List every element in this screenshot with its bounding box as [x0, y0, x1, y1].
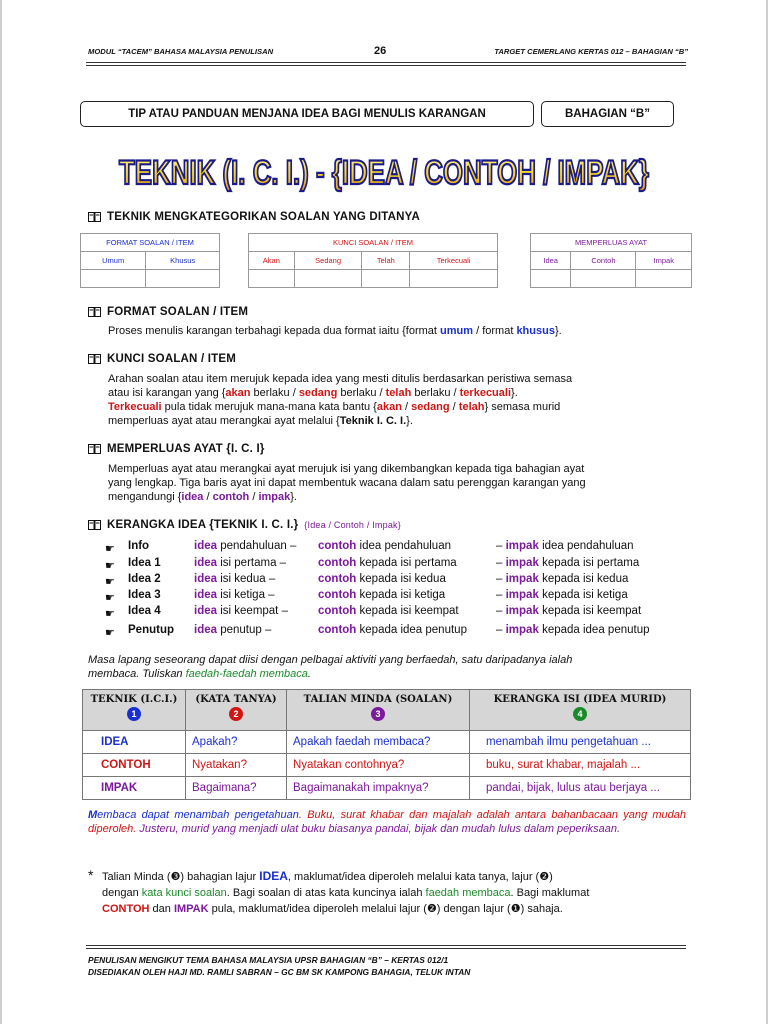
text-line: yang lengkap. Tiga baris ayat ini dapat membentuk wacana dalam satu perenggan karangan yang: [108, 477, 586, 489]
text: isi pertama: [220, 557, 277, 569]
dash: –: [496, 557, 503, 569]
kunci-cell: [249, 270, 295, 288]
footer-rule-1: [86, 945, 686, 946]
section-heading-kategori: [88, 211, 420, 223]
header-left: MODUL “TACEM” BAHASA MALAYSIA PENULISAN: [88, 47, 274, 56]
kunci-col: Telah: [362, 252, 410, 270]
keyword-contoh: contoh: [318, 540, 357, 552]
dash: –: [265, 624, 272, 636]
kerangka-label: Idea 1: [128, 557, 161, 569]
dash: –: [496, 624, 503, 636]
keyword-idea: idea: [181, 491, 204, 503]
kunci-table-title: KUNCI SOALAN / ITEM: [249, 234, 498, 252]
keyword-terkecuali: Terkecuali: [108, 401, 162, 413]
example-question: [88, 653, 686, 681]
kerangka-label: Idea 4: [128, 605, 161, 617]
pointing-hand-icon: ☛: [105, 608, 115, 620]
text: isi kedua: [220, 573, 266, 585]
answer-contoh: bacaan yang mudah diperoleh.: [88, 809, 686, 835]
dash: –: [496, 605, 503, 617]
number-badge: 2: [229, 707, 243, 721]
text: membaca. Tuliskan: [88, 668, 186, 680]
keyword-impak: impak: [505, 624, 539, 636]
kerangka-row: [88, 538, 688, 554]
kerangka-idea: [194, 587, 275, 603]
kerangka-contoh: [318, 555, 457, 571]
text: ): [549, 871, 553, 883]
text: dengan: [102, 887, 142, 899]
kerangka-label: Idea 3: [128, 589, 161, 601]
text: dan: [149, 903, 174, 915]
perluas-col: Contoh: [571, 252, 636, 270]
text-line: [88, 667, 686, 681]
dash: –: [496, 589, 503, 601]
text: kepada isi kedua: [359, 573, 446, 585]
kerangka-row: [88, 603, 688, 619]
text: ) sahaja.: [520, 903, 563, 915]
text: kepada isi ketiga: [359, 589, 446, 601]
header-text: TALIAN MINDA (SOALAN): [303, 694, 453, 705]
text: /: [249, 491, 259, 503]
text: kepada isi keempat: [542, 605, 642, 617]
book-icon: [88, 354, 101, 364]
dash: –: [289, 540, 297, 552]
keyword-sedang: sedang: [298, 387, 338, 399]
keyword-contoh: CONTOH: [102, 903, 150, 915]
text: penutup: [220, 624, 262, 636]
kunci-paragraph: [108, 372, 686, 428]
cell-talian: Apakah faedah membaca?: [287, 731, 470, 754]
text: Proses menulis karangan terbahagi kepada dua format iaitu {format: [108, 325, 441, 337]
perluas-table-title: MEMPERLUAS AYAT: [531, 234, 692, 252]
answer-idea: embaca dapat menambah pengetahuan.: [97, 809, 302, 821]
text-line: [108, 386, 686, 400]
keyword-impak: impak: [505, 540, 539, 552]
kerangka-row: [88, 622, 688, 638]
cell-teknik: IDEA: [83, 731, 186, 754]
keyword-idea: idea: [194, 573, 218, 585]
kerangka-list: [88, 538, 688, 642]
keyword-akan: akan: [376, 401, 402, 413]
number-badge: 1: [127, 707, 141, 721]
text: isi ketiga: [220, 589, 265, 601]
keyword-idea: idea: [194, 624, 218, 636]
text-line: [108, 414, 686, 428]
keyword-impak: IMPAK: [173, 903, 209, 915]
kerangka-label: Idea 2: [128, 573, 161, 585]
cell-isi: pandai, bijak, lulus atau berjaya ...: [470, 777, 691, 800]
kerangka-label: Info: [128, 540, 150, 552]
cell-teknik: IMPAK: [83, 777, 186, 800]
format-table-title: FORMAT SOALAN / ITEM: [81, 234, 220, 252]
kerangka-label: Penutup: [128, 624, 174, 636]
big-title-text: TEKNIK (I. C. I.) - {IDEA / CONTOH / IMPAK}: [119, 154, 649, 192]
text-line: Arahan soalan atau item merujuk kepada idea yang mesti ditulis berdasarkan peristiwa semasa: [108, 373, 573, 385]
table-row: [83, 777, 691, 800]
perluas-paragraph: [108, 462, 686, 504]
cell-isi: menambah ilmu pengetahuan ...: [470, 731, 691, 754]
kerangka-contoh: [318, 538, 451, 554]
kerangka-impak: [496, 555, 639, 571]
note-paragraph: [102, 868, 690, 917]
header-text: KERANGKA ISI (IDEA MURID): [493, 694, 667, 705]
section-heading-kunci: [88, 353, 236, 365]
text: kepada idea penutup: [359, 624, 467, 636]
text-line: Memperluas ayat atau merangkai ayat merujuk isi yang dikembangkan kepada tiga bahagian ayat: [108, 463, 585, 475]
kerangka-idea: [194, 538, 296, 554]
kerangka-row: [88, 571, 688, 587]
header-rule-2: [86, 65, 686, 66]
text: memperluas ayat atau merangkai ayat melalui {: [108, 415, 340, 427]
section-heading-kerangka: [88, 519, 401, 531]
keyword-terkecuali: terkecuali: [459, 387, 512, 399]
text: kepada isi ketiga: [542, 589, 628, 601]
cell-teknik: CONTOH: [83, 754, 186, 777]
keyword-khusus: khusus: [516, 325, 555, 337]
text: pendahuluan: [220, 540, 287, 552]
section-heading-text: FORMAT SOALAN / ITEM: [107, 306, 249, 318]
kunci-cell: [362, 270, 410, 288]
text: }.: [554, 325, 562, 337]
keyword-impak: impak: [505, 605, 539, 617]
pointing-hand-icon: ☛: [105, 592, 115, 604]
number-glyph: ❷: [426, 903, 437, 915]
keyword-faedah: faedah membaca: [425, 887, 511, 899]
format-col: Khusus: [146, 252, 220, 270]
dash: –: [496, 540, 503, 552]
text: pula tidak merujuk mana-mana kata bantu {: [161, 401, 377, 413]
cell-kata-tanya: Nyatakan?: [186, 754, 287, 777]
header-text: (KATA TANYA): [195, 694, 277, 705]
note-star: *: [88, 867, 94, 883]
keyword-impak: impak: [505, 589, 539, 601]
answer-contoh: Buku, surat khabar dan majalah adalah antara bahan: [301, 809, 582, 821]
book-icon: [88, 307, 101, 317]
perluas-mini-table: [530, 233, 692, 288]
text-line: [102, 868, 690, 885]
text: /: [203, 491, 213, 503]
section-heading-text: KUNCI SOALAN / ITEM: [107, 353, 237, 365]
kerangka-row: [88, 555, 688, 571]
section-box: BAHAGIAN “B”: [541, 101, 674, 127]
text: kepada idea penutup: [542, 624, 650, 636]
format-cell: [146, 270, 220, 288]
keyword-contoh: contoh: [318, 589, 357, 601]
cell-kata-tanya: Apakah?: [186, 731, 287, 754]
col-header-teknik: [83, 690, 186, 731]
keyword-contoh: contoh: [318, 557, 357, 569]
text: atau isi karangan yang {: [108, 387, 226, 399]
kerangka-row: [88, 587, 688, 603]
text: kepada isi kedua: [542, 573, 629, 585]
keyword-sedang: sedang: [411, 401, 450, 413]
text: ) bahagian lajur: [180, 871, 260, 883]
kunci-cell: [294, 270, 362, 288]
keyword-contoh: contoh: [212, 491, 250, 503]
answer-paragraph: [88, 808, 686, 836]
table-row: [83, 754, 691, 777]
keyword-akan: akan: [225, 387, 251, 399]
kunci-col: Akan: [249, 252, 295, 270]
pointing-hand-icon: ☛: [105, 576, 115, 588]
header-right: TARGET CEMERLANG KERTAS 012 – BAHAGIAN “B”: [494, 47, 688, 56]
keyword-teknik: Teknik I. C. I.: [339, 415, 407, 427]
col-header-talian-minda: [287, 690, 470, 731]
format-cell: [81, 270, 146, 288]
text: Talian Minda (: [102, 871, 171, 883]
col-header-kerangka-isi: [470, 690, 691, 731]
perluas-cell: [636, 270, 692, 288]
big-title: [0, 146, 768, 196]
section-heading-text: MEMPERLUAS AYAT {I. C. I}: [107, 443, 265, 455]
text: ) dengan lajur (: [436, 903, 511, 915]
book-icon: [88, 444, 101, 454]
text-line: [108, 400, 686, 414]
section-heading-format: [88, 306, 248, 318]
book-icon: [88, 212, 101, 222]
big-title-art: [104, 146, 664, 196]
number-glyph: ❷: [539, 871, 550, 883]
perluas-cell: [571, 270, 636, 288]
col-header-kata-tanya: [186, 690, 287, 731]
text-line: Masa lapang seseorang dapat diisi dengan pelbagai aktiviti yang berfaedah, satu daripadanya ialah: [88, 654, 573, 666]
kerangka-impak: [496, 622, 650, 638]
kerangka-idea: [194, 555, 286, 571]
text: mengandungi {: [108, 491, 182, 503]
text-line: [102, 901, 690, 917]
keyword-contoh: contoh: [318, 573, 357, 585]
answer-impak: mudah lulus dalam peperiksaan.: [461, 823, 621, 835]
format-col: Umum: [81, 252, 146, 270]
kerangka-subtitle: {Idea / Contoh / Impak}: [304, 520, 401, 530]
kerangka-idea: [194, 622, 271, 638]
kerangka-idea: [194, 603, 288, 619]
footer-line-1: PENULISAN MENGIKUT TEMA BAHASA MALAYSIA UPSR BAHAGIAN “B” – KERTAS 012/1: [88, 955, 449, 965]
ici-table: [82, 689, 691, 800]
text: kepada isi pertama: [542, 557, 640, 569]
perluas-col: Impak: [636, 252, 692, 270]
text: }.: [406, 415, 413, 427]
footer-rule-2: [86, 948, 686, 949]
text: kepada isi pertama: [359, 557, 457, 569]
keyword-impak: impak: [258, 491, 291, 503]
kerangka-contoh: [318, 603, 459, 619]
keyword-idea: IDEA: [259, 869, 288, 883]
keyword-idea: idea: [194, 605, 218, 617]
header-rule-1: [86, 62, 686, 63]
keyword-umum: umum: [440, 325, 474, 337]
dash: –: [496, 573, 503, 585]
table-row: [83, 731, 691, 754]
text: pula, maklumat/idea diperoleh melalui lajur (: [208, 903, 427, 915]
pointing-hand-icon: ☛: [105, 543, 115, 555]
cell-kata-tanya: Bagaimana?: [186, 777, 287, 800]
number-glyph: ❸: [170, 871, 181, 883]
perluas-cell: [531, 270, 571, 288]
number-badge: 4: [573, 707, 587, 721]
kerangka-contoh: [318, 587, 445, 603]
header-text: TEKNIK (I.C.I.): [90, 694, 178, 705]
text: berlaku /: [337, 387, 386, 399]
text-line: [108, 490, 686, 504]
keyword-impak: impak: [505, 573, 539, 585]
text: }.: [511, 387, 518, 399]
text: . Bagi soalan di atas kata kuncinya ialah: [226, 887, 426, 899]
text: M: [88, 809, 98, 821]
text: berlaku /: [250, 387, 299, 399]
text: idea pendahuluan: [359, 540, 451, 552]
cell-isi: buku, surat khabar, majalah ...: [470, 754, 691, 777]
section-heading-text: KERANGKA IDEA {TEKNIK I. C. I.}: [107, 519, 299, 531]
format-mini-table: [80, 233, 220, 288]
keyword-impak: impak: [505, 557, 539, 569]
text: , maklumat/idea diperoleh melalui kata tanya, lajur (: [287, 871, 540, 883]
text-line: [102, 885, 690, 901]
answer-impak: Justeru, murid yang menjadi ulat buku biasanya pandai, bijak dan: [136, 823, 459, 835]
keyword-telah: telah: [385, 387, 412, 399]
kerangka-impak: [496, 571, 628, 587]
keyword-kata-kunci: kata kunci soalan: [141, 887, 227, 899]
number-glyph: ❶: [510, 903, 521, 915]
text: berlaku /: [411, 387, 460, 399]
keyword-contoh: contoh: [318, 624, 357, 636]
cell-talian: Bagaimanakah impaknya?: [287, 777, 470, 800]
perluas-col: Idea: [531, 252, 571, 270]
text: . Bagi maklumat: [510, 887, 590, 899]
text: } semasa murid: [484, 401, 561, 413]
dash: –: [268, 573, 276, 585]
keyword-idea: idea: [194, 540, 218, 552]
kunci-col: Terkecuali: [410, 252, 498, 270]
keyword-telah: telah: [458, 401, 485, 413]
text: idea pendahuluan: [542, 540, 634, 552]
dash: –: [281, 605, 288, 617]
kunci-mini-table: [248, 233, 498, 288]
text: }.: [290, 491, 297, 503]
kerangka-contoh: [318, 622, 467, 638]
keyword-contoh: contoh: [318, 605, 357, 617]
title-box: TIP ATAU PANDUAN MENJANA IDEA BAGI MENULIS KARANGAN: [80, 101, 534, 127]
cell-talian: Nyatakan contohnya?: [287, 754, 470, 777]
section-heading-perluas: [88, 443, 265, 455]
kerangka-impak: [496, 587, 628, 603]
kunci-col: Sedang: [294, 252, 362, 270]
text: /: [401, 401, 412, 413]
text: .: [307, 668, 311, 680]
kerangka-impak: [496, 538, 634, 554]
book-icon: [88, 520, 101, 530]
kerangka-idea: [194, 571, 275, 587]
pointing-hand-icon: ☛: [105, 560, 115, 572]
format-paragraph: [108, 324, 686, 338]
page-number: 26: [374, 45, 387, 57]
footer-line-2: DISEDIAKAN OLEH HAJI MD. RAMLI SABRAN – GC BM SK KAMPONG BAHAGIA, TELUK INTAN: [88, 967, 471, 977]
kunci-cell: [410, 270, 498, 288]
text: / format: [473, 325, 517, 337]
dash: –: [268, 589, 275, 601]
text: kepada isi keempat: [359, 605, 459, 617]
text: /: [449, 401, 459, 413]
pointing-hand-icon: ☛: [105, 627, 115, 639]
kerangka-contoh: [318, 571, 446, 587]
kerangka-impak: [496, 603, 641, 619]
keyword-idea: idea: [194, 557, 218, 569]
text: isi keempat: [220, 605, 279, 617]
keyword-faedah: faedah-faedah membaca: [185, 668, 308, 680]
section-heading-text: TEKNIK MENGKATEGORIKAN SOALAN YANG DITANYA: [107, 211, 420, 223]
keyword-idea: idea: [194, 589, 218, 601]
number-badge: 3: [371, 707, 385, 721]
dash: –: [279, 557, 287, 569]
